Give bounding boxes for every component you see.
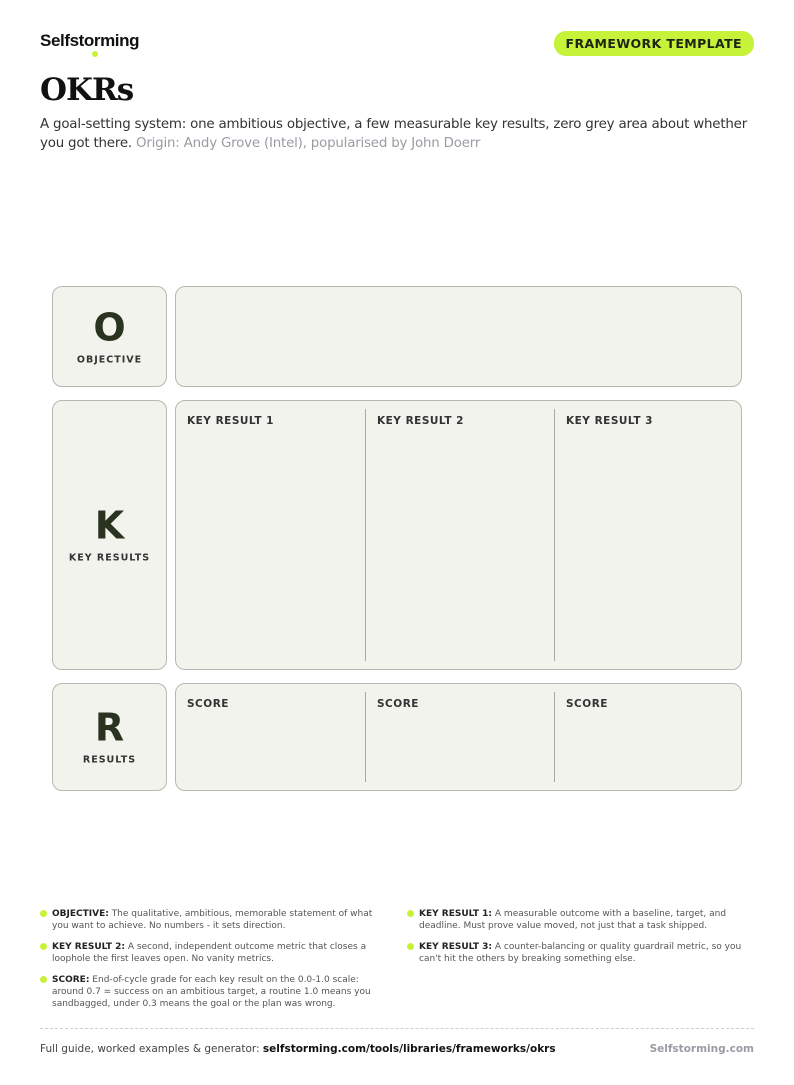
note-term: KEY RESULT 3: [419, 942, 493, 952]
brand-accent-dot [92, 51, 98, 57]
key-result-2-title: KEY RESULT 2 [377, 415, 464, 427]
note-score [40, 974, 385, 1010]
note-text: A measurable outcome with a baseline, target, and deadline. Must prove value moved, not just that a task shipped. [419, 909, 727, 931]
objective-input-area[interactable] [175, 286, 742, 387]
note-term: SCORE: [52, 975, 90, 985]
note-text: End-of-cycle grade for each key result on the 0.0-1.0 scale: around 0.7 = success on an ambitious target, a routine 1.0 means you sandbagged, under 0.3 means the goal or the plan was wrong. [52, 975, 371, 1009]
page-description [40, 115, 760, 153]
framework-template-badge: FRAMEWORK TEMPLATE [554, 31, 755, 56]
note-text: A counter-balancing or quality guardrail metric, so you can't hit the others by breaking something else. [419, 942, 742, 964]
key-result-1-column[interactable] [176, 409, 365, 661]
score-3-column[interactable] [554, 692, 743, 782]
key-results-label-box [52, 400, 167, 670]
footer-prefix: Full guide, worked examples & generator: [40, 1043, 260, 1055]
objective-label-box [52, 286, 167, 387]
bullet-dot-icon [407, 910, 414, 917]
brand-logo: Selfstorming [40, 31, 140, 50]
results-label: RESULTS [82, 754, 137, 766]
note-term: OBJECTIVE: [52, 909, 109, 919]
note-term: KEY RESULT 2: [52, 942, 126, 952]
note-text: The qualitative, ambitious, memorable statement of what you want to achieve. No numbers - it sets direction. [52, 909, 373, 931]
note-objective [40, 908, 385, 932]
footer-site[interactable]: Selfstorming.com [649, 1043, 754, 1055]
page-title: OKRs [40, 72, 134, 108]
results-label-box [52, 683, 167, 791]
key-result-2-column[interactable] [365, 409, 554, 661]
key-result-3-title: KEY RESULT 3 [566, 415, 653, 427]
note-key-result-3 [407, 941, 752, 965]
key-results-area [175, 400, 742, 670]
key-results-label: KEY RESULTS [68, 552, 151, 564]
bullet-dot-icon [40, 976, 47, 983]
note-key-result-2 [40, 941, 385, 965]
objective-label: OBJECTIVE [76, 354, 143, 365]
footer-divider [40, 1028, 754, 1029]
objective-letter: O [93, 305, 126, 349]
footer-guide [40, 1043, 556, 1055]
bullet-dot-icon [407, 943, 414, 950]
bullet-dot-icon [40, 910, 47, 917]
results-letter: R [94, 705, 125, 750]
note-key-result-1 [407, 908, 752, 932]
scores-area [175, 683, 742, 791]
score-2-title: SCORE [377, 698, 419, 710]
bullet-dot-icon [40, 943, 47, 950]
note-term: KEY RESULT 1: [419, 909, 493, 919]
origin-text: Origin: Andy Grove (Intel), popularised by John Doerr [136, 136, 481, 151]
score-2-column[interactable] [365, 692, 554, 782]
score-3-title: SCORE [566, 698, 608, 710]
description-text: A goal-setting system: one ambitious objective, a few measurable key results, zero grey area about whether you got there. [40, 117, 748, 151]
key-results-letter: K [94, 503, 125, 548]
key-result-1-title: KEY RESULT 1 [187, 415, 274, 427]
key-result-3-column[interactable] [554, 409, 743, 661]
footer-link[interactable]: selfstorming.com/tools/libraries/frameworks/okrs [262, 1043, 556, 1055]
note-text: A second, independent outcome metric that closes a loophole the first leaves open. No vanity metrics. [52, 942, 367, 964]
score-1-column[interactable] [176, 692, 365, 782]
score-1-title: SCORE [187, 698, 229, 710]
